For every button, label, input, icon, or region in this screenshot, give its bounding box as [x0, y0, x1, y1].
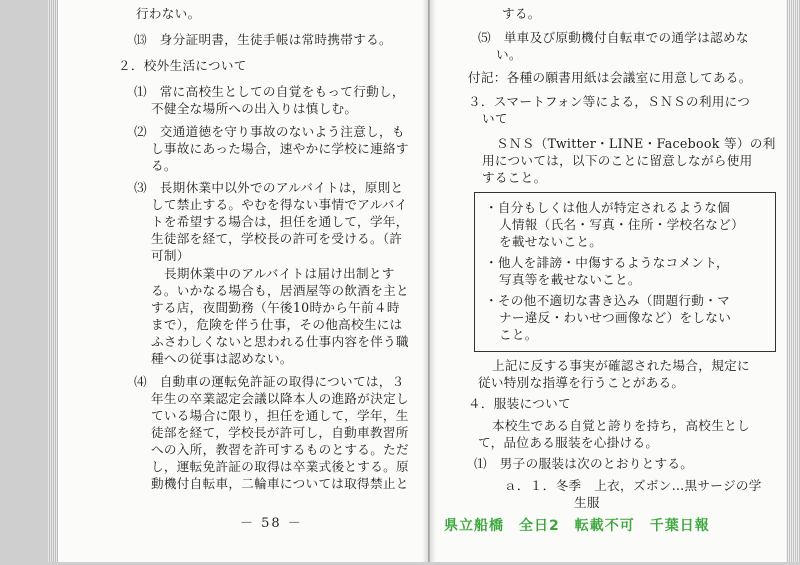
text-line: て，品位ある服装を心掛ける。: [478, 435, 659, 450]
text-line: ⑶ 長期休業中以外でのアルバイトは，原則と: [134, 180, 404, 195]
text-line: 動機付自転車，二輪車については取得禁止と: [151, 476, 409, 491]
text-line: 上記に反する事実が確認された場合，規定に: [492, 358, 750, 373]
text-line: すること。: [482, 170, 547, 185]
text-line: 可制）: [151, 248, 190, 263]
text-line: 不健全な場所への出入りは慎しむ。: [151, 101, 358, 116]
text-line: る。いかなる場合も，居酒屋等の飲酒を主と: [151, 283, 409, 298]
notice-line: 写真等を載せないこと。: [499, 272, 641, 287]
page-number: － 58 －: [240, 516, 303, 531]
left-page: [58, 0, 429, 562]
text-line: 生服: [574, 495, 600, 510]
notice-line: 人情報（氏名・写真・住所・学校名など）: [499, 217, 744, 232]
text-line: いて: [482, 111, 508, 126]
text-line: 従い特別な指導を行うことがある。: [478, 375, 685, 390]
right-page: [430, 0, 786, 562]
section-heading: ２．校外生活について: [118, 58, 247, 73]
text-line: る。: [151, 158, 177, 173]
section-heading: ４．服装について: [468, 396, 571, 411]
text-line: ⒀ 身分証明書，生徒手帳は常時携帯する。: [134, 32, 392, 47]
text-line: し，運転免許証の取得は卒業式後とする。原: [151, 459, 409, 474]
notice-line: ・その他不適切な書き込み（問題行動・マ: [485, 293, 730, 308]
text-line: して禁止する。やむを得ない事情でアルバイ: [151, 197, 408, 212]
text-line: する。: [502, 6, 541, 21]
text-line: 本校生である自覚と誇りを持ち，高校生とし: [492, 418, 750, 433]
notice-line: こと。: [499, 327, 538, 342]
text-line: ている場合に限り，担任を通して，学年，生: [151, 408, 409, 423]
text-line: ⑴ 男子の服装は次のとおりとする。: [474, 456, 694, 471]
section-heading: ３．スマートフォン等による，ＳＮＳの利用につ: [468, 94, 751, 109]
text-line: ＳＮＳ（Twitter・LINE・Facebook 等）の利: [496, 136, 776, 151]
text-line: への入所，教習を許可するものとする。ただ: [151, 442, 409, 457]
page-edge-right: [786, 0, 800, 562]
notice-line: ナー違反・わいせつ画像など）をしない: [499, 310, 732, 325]
text-line: する店，夜間勤務（午後10時から午前４時: [151, 300, 400, 315]
text-line: 年生の卒業認定会議以降本人の進路が決定し: [151, 391, 409, 406]
book-gutter: [422, 0, 436, 562]
text-line: まで），危険を伴う仕事，その他高校生には: [151, 317, 403, 332]
text-line: い。: [496, 47, 522, 62]
notice-line: を載せないこと。: [499, 234, 603, 249]
page-edge-left: [48, 0, 58, 562]
text-line: ⑴ 常に高校生としての自覚をもって行動し，: [134, 84, 405, 99]
text-line: ⑵ 交通道徳を守り事故のないよう注意し，も: [134, 124, 405, 139]
text-line: 長期休業中のアルバイトは届け出制とす: [164, 266, 395, 281]
text-line: ふさわしくないと思われる仕事内容を伴う職: [151, 334, 409, 349]
text-line: 行わない。: [136, 6, 201, 21]
notice-box: [474, 192, 776, 352]
text-line: ⑷ 自動車の運転免許証の取得については，３: [134, 374, 405, 389]
text-line: 生徒部を経て，学校長の許可を受ける。（許: [151, 231, 403, 246]
notice-line: ・他人を誹謗・中傷するようなコメント，: [485, 255, 729, 270]
notice-line: ・自分もしくは他人が特定されるような個: [485, 200, 730, 215]
text-line: 種への従事は認めない。: [151, 351, 293, 366]
text-line: ⑸ 単車及び原動機付自転車での通学は認めな: [478, 30, 749, 45]
text-line: 用については，以下のことに留意しながら使用: [482, 153, 753, 168]
newspaper-stamp: 県立船橋 全日2 転載不可 千葉日報: [444, 518, 710, 534]
text-line: 徒部を経て，学校長が許可し，自動車教習所: [151, 425, 409, 440]
text-line: ａ．１．冬季 上衣，ズボン…黒サージの学: [504, 478, 762, 493]
open-book: [58, 0, 786, 562]
text-line: トを希望する場合は，担任を通して，学年，: [151, 214, 409, 229]
text-line: し事故にあった場合，速やかに学校に連絡す: [151, 141, 409, 156]
text-line: 付記：各種の願書用紙は会議室に用意してある。: [468, 70, 752, 85]
